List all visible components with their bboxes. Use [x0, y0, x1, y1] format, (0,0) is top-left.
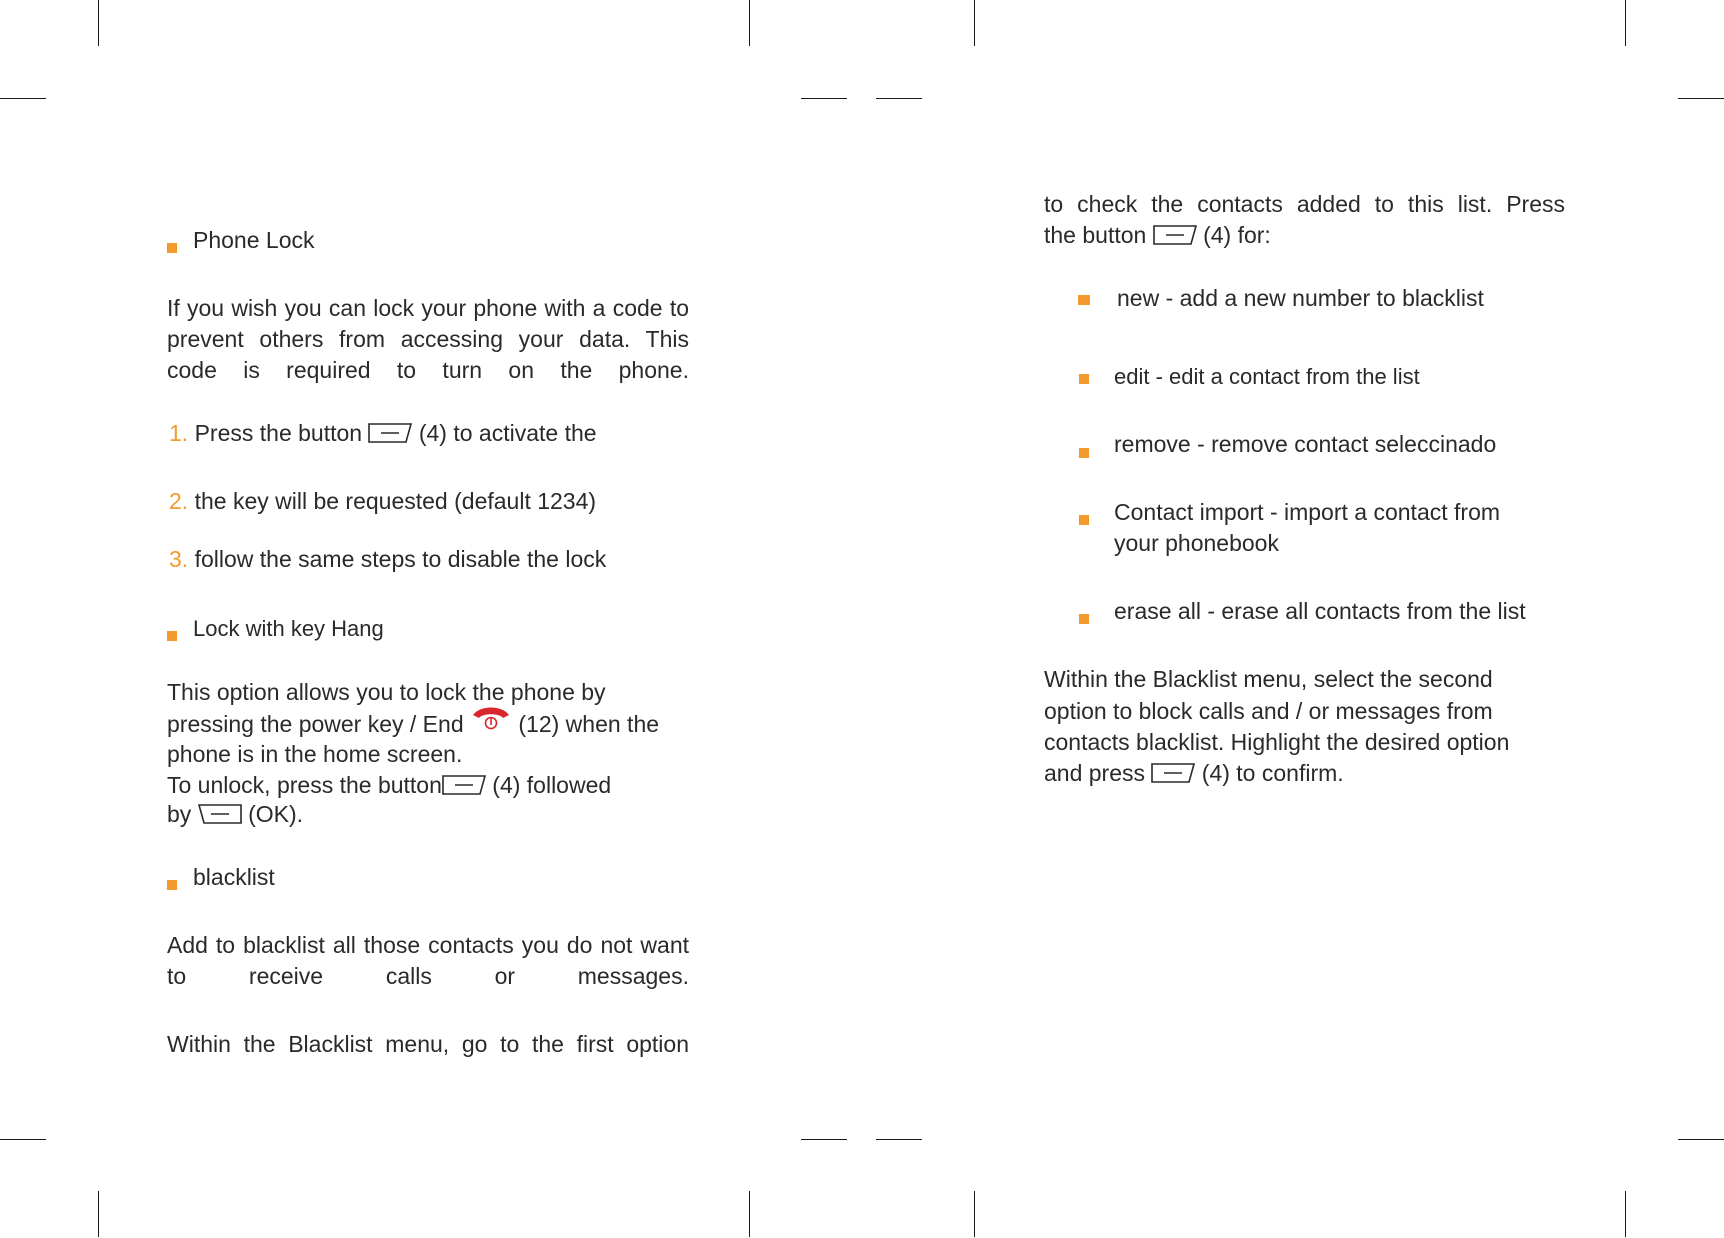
step-number: 1.	[169, 420, 189, 446]
step-number: 3.	[169, 546, 189, 572]
bullet-icon	[167, 631, 177, 641]
crop-mark	[801, 1139, 847, 1140]
text-fragment: (4) followed	[492, 772, 612, 798]
right-softkey-icon	[198, 804, 242, 824]
blacklist-intro-continued	[1044, 220, 1271, 251]
phone-lock-intro: If you wish you can lock your phone with a code to prevent others from accessing your data. This code is required to turn on the phone.	[167, 295, 689, 383]
blacklist-option-erase-all: erase all - erase all contacts from the list	[1114, 598, 1526, 624]
crop-mark	[0, 1139, 46, 1140]
text-fragment: and press	[1044, 760, 1146, 786]
crop-mark	[1678, 98, 1724, 99]
end-call-power-icon	[470, 703, 512, 733]
step-number: 2.	[169, 488, 189, 514]
lock-key-hang-line: This option allows you to lock the phone by	[167, 679, 606, 705]
blacklist-intro-continued: to check the contacts added to this list. Press	[1044, 191, 1565, 217]
step-3	[169, 544, 606, 575]
text-fragment: by	[167, 801, 192, 827]
crop-mark	[876, 1139, 922, 1140]
bullet-icon	[1079, 448, 1089, 458]
crop-mark	[1678, 1139, 1724, 1140]
blacklist-outro-line	[1044, 758, 1344, 789]
step-text: (4) to activate the	[418, 420, 597, 446]
blacklist-outro-line: contacts blacklist. Highlight the desired option	[1044, 729, 1510, 755]
blacklist-option-remove: remove - remove contact seleccinado	[1114, 431, 1497, 457]
lock-key-hang-line	[167, 770, 611, 801]
crop-mark	[749, 1191, 750, 1237]
bullet-icon	[167, 243, 177, 253]
bullet-icon	[1079, 374, 1089, 384]
section-heading-lock-key-hang: Lock with key Hang	[193, 616, 384, 641]
crop-mark	[876, 98, 922, 99]
text-fragment: pressing the power key / End	[167, 711, 464, 737]
crop-mark	[0, 98, 46, 99]
blacklist-outro-line: Within the Blacklist menu, select the second	[1044, 666, 1493, 692]
bullet-icon	[1079, 614, 1089, 624]
section-heading-blacklist: blacklist	[193, 864, 275, 890]
lock-key-hang-line	[167, 709, 659, 741]
crop-mark	[749, 0, 750, 46]
text-fragment: (4) for:	[1203, 222, 1271, 248]
text-fragment: (4) to confirm.	[1201, 760, 1344, 786]
step-text: follow the same steps to disable the lock	[194, 546, 607, 572]
left-softkey-icon	[1151, 763, 1195, 783]
text-fragment: (OK).	[248, 801, 304, 827]
bullet-icon	[1078, 295, 1090, 305]
crop-mark	[801, 98, 847, 99]
crop-mark	[98, 0, 99, 46]
step-text: Press the button	[194, 420, 363, 446]
left-softkey-icon	[1153, 225, 1197, 245]
crop-mark	[974, 1191, 975, 1237]
lock-key-hang-line	[167, 799, 303, 830]
bullet-icon	[1079, 515, 1089, 525]
crop-mark	[98, 1191, 99, 1237]
blacklist-continued: Within the Blacklist menu, go to the first option	[167, 1031, 689, 1057]
crop-mark	[1625, 1191, 1626, 1237]
blacklist-intro: Add to blacklist all those contacts you do not want to receive calls or messages.	[167, 932, 689, 989]
text-fragment: (12) when the	[518, 711, 660, 737]
lock-key-hang-line: phone is in the home screen.	[167, 741, 463, 767]
step-1	[169, 418, 597, 449]
text-fragment: the button	[1044, 222, 1147, 248]
text-fragment: To unlock, press the button	[167, 772, 442, 798]
step-2	[169, 486, 596, 517]
left-softkey-icon	[368, 423, 412, 443]
bullet-icon	[167, 880, 177, 890]
crop-mark	[1625, 0, 1626, 46]
left-softkey-icon	[442, 775, 486, 795]
blacklist-outro-line: option to block calls and / or messages from	[1044, 698, 1493, 724]
blacklist-option-import: Contact import - import a contact from your phonebook	[1114, 499, 1501, 556]
step-text: the key will be requested (default 1234)	[194, 488, 597, 514]
crop-mark	[974, 0, 975, 46]
blacklist-option-edit: edit - edit a contact from the list	[1114, 364, 1420, 389]
blacklist-option-new: new - add a new number to blacklist	[1117, 285, 1484, 311]
section-heading-phone-lock: Phone Lock	[193, 227, 315, 253]
